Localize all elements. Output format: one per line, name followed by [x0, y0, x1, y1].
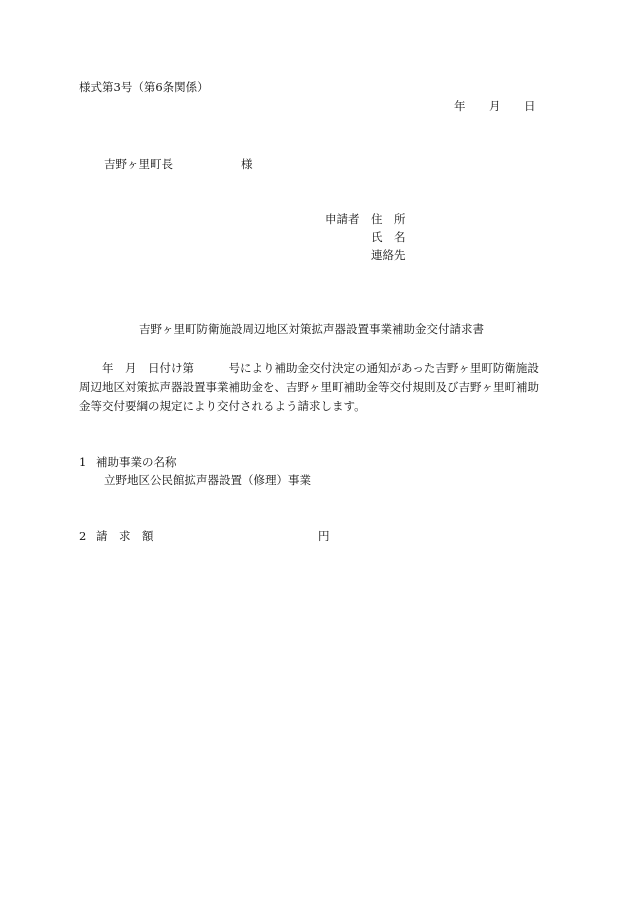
item-number: 1: [79, 455, 87, 469]
body-line-1: 年 月 日付け第 号により補助金交付決定の通知があった吉野ヶ里町防衛施設: [102, 361, 539, 375]
applicant-label: 申請者: [325, 212, 360, 226]
date-line: [450, 99, 540, 113]
applicant-name-label: 氏 名: [371, 230, 406, 244]
body-line-3: 金等交付要綱の規定により交付されるよう請求します。: [79, 399, 366, 413]
addressee-honorific: 様: [241, 157, 253, 171]
item-value: 立野地区公民館拡声器設置（修理）事業: [104, 473, 311, 487]
body-line-2: 周辺地区対策拡声器設置事業補助金を、吉野ヶ里町補助金等交付規則及び吉野ヶ里町補助: [79, 380, 539, 394]
date-day: 日: [524, 99, 536, 113]
item-number: 2: [79, 529, 87, 543]
item-label: 請 求 額: [96, 529, 154, 543]
applicant-contact-label: 連絡先: [371, 248, 406, 262]
item-label: 補助事業の名称: [96, 455, 177, 469]
form-number: 様式第3号（第6条関係）: [79, 80, 209, 94]
date-month: 月: [489, 99, 501, 113]
addressee-name: 吉野ヶ里町長: [104, 157, 173, 171]
document-title: 吉野ヶ里町防衛施設周辺地区対策拡声器設置事業補助金交付請求書: [139, 322, 484, 336]
amount-unit: 円: [318, 529, 330, 543]
date-year: 年: [454, 99, 466, 113]
applicant-address-label: 住 所: [371, 212, 406, 226]
